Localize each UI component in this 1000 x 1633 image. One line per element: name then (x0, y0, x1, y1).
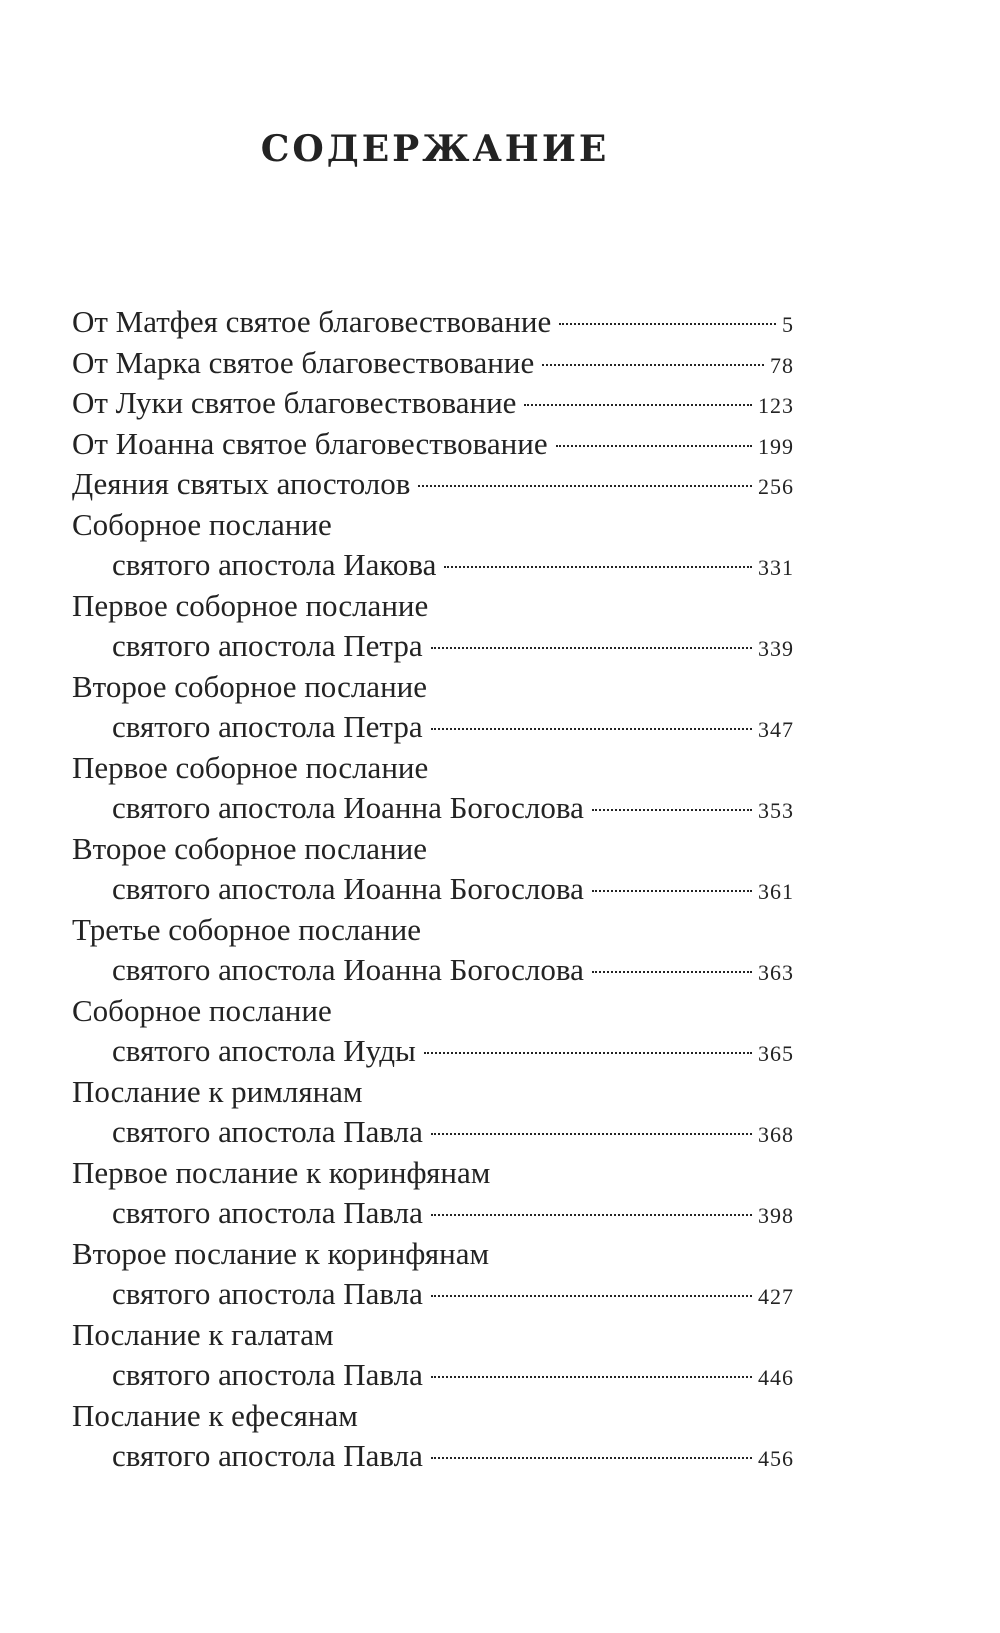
dot-leader (524, 404, 752, 406)
toc-entry-text: Послание к римлянам (72, 1073, 363, 1109)
toc-entry-heading (72, 1234, 794, 1275)
toc-entry (72, 788, 794, 829)
toc-entry-text: Второе соборное послание (72, 830, 428, 866)
dot-leader (431, 1295, 752, 1297)
toc-entry-text: святого апостола Петра (112, 628, 423, 663)
dot-leader (592, 971, 752, 973)
page-number: 456 (758, 1446, 794, 1471)
dot-leader (431, 728, 752, 730)
dot-leader (592, 809, 752, 811)
page-number: 361 (758, 879, 794, 904)
toc-entry (72, 1274, 794, 1315)
page-number: 353 (758, 798, 794, 823)
toc-entry (72, 950, 794, 991)
dot-leader (431, 1376, 752, 1378)
page-number: 363 (758, 960, 794, 985)
dot-leader (592, 890, 752, 892)
toc-entry (72, 302, 794, 343)
table-of-contents (72, 302, 794, 1477)
toc-entry (72, 383, 794, 424)
dot-leader (431, 1133, 752, 1135)
toc-entry (72, 343, 794, 384)
toc-entry-text: От Луки святое благовествование (72, 385, 517, 420)
toc-entry-heading (72, 586, 794, 627)
page-number: 331 (758, 555, 794, 580)
toc-entry-heading (72, 1396, 794, 1437)
page-number: 347 (758, 717, 794, 742)
toc-entry-text: святого апостола Иакова (112, 547, 437, 582)
toc-entry-text: Второе соборное послание (72, 668, 428, 704)
toc-entry (72, 424, 794, 465)
toc-entry-text: Соборное послание (72, 506, 332, 542)
toc-entry-text: От Марка святое благовествование (72, 344, 535, 380)
page-title: СОДЕРЖАНИЕ (260, 128, 610, 170)
toc-entry-text: святого апостола Петра (112, 709, 423, 744)
toc-entry (72, 1193, 794, 1234)
toc-entry-text: святого апостола Павла (112, 1195, 423, 1230)
toc-entry-text: От Матфея святое благовествование (72, 304, 552, 339)
toc-entry (72, 626, 794, 667)
toc-entry-text: От Иоанна святое благовествование (72, 425, 548, 461)
toc-entry (72, 869, 794, 910)
toc-entry-text: Третье соборное послание (72, 911, 422, 947)
dot-leader (542, 364, 764, 366)
page-number: 256 (758, 474, 794, 499)
toc-entry-text: святого апостола Иоанна Богослова (112, 790, 584, 825)
page-number: 427 (758, 1284, 794, 1309)
toc-entry-text: Первое соборное послание (72, 587, 429, 623)
toc-entry-heading (72, 748, 794, 789)
dot-leader (424, 1052, 752, 1054)
page-number: 365 (758, 1041, 794, 1066)
toc-entry-text: святого апостола Павла (112, 1114, 423, 1149)
page-number: 368 (758, 1122, 794, 1147)
toc-entry-heading (72, 991, 794, 1032)
toc-entry-text: Деяния святых апостолов (72, 466, 411, 501)
page-number: 339 (758, 636, 794, 661)
toc-entry (72, 1112, 794, 1153)
dot-leader (444, 566, 752, 568)
toc-entry (72, 707, 794, 748)
page-number: 123 (758, 393, 794, 418)
dot-leader (418, 485, 752, 487)
toc-entry-heading (72, 505, 794, 546)
toc-entry-text: святого апостола Иоанна Богослова (112, 871, 584, 906)
toc-entry (72, 464, 794, 505)
dot-leader (556, 445, 752, 447)
dot-leader (559, 323, 776, 325)
toc-entry-text: Послание к ефесянам (72, 1397, 358, 1433)
page-number: 5 (782, 312, 794, 337)
toc-entry-text: святого апостола Иоанна Богослова (112, 952, 584, 987)
toc-entry-text: святого апостола Павла (112, 1438, 423, 1473)
toc-entry-heading (72, 1315, 794, 1356)
toc-entry (72, 545, 794, 586)
page-number: 199 (758, 433, 794, 459)
toc-entry (72, 1436, 794, 1477)
dot-leader (431, 1214, 752, 1216)
toc-entry-heading (72, 1153, 794, 1194)
toc-entry-text: Послание к галатам (72, 1316, 334, 1352)
toc-entry (72, 1355, 794, 1396)
toc-entry-heading (72, 829, 794, 870)
dot-leader (431, 647, 752, 649)
page-number: 78 (770, 352, 794, 378)
toc-entry-heading (72, 667, 794, 708)
dot-leader (431, 1457, 752, 1459)
toc-entry-heading (72, 910, 794, 951)
toc-entry-text: Соборное послание (72, 992, 332, 1028)
page-number: 398 (758, 1203, 794, 1228)
toc-entry-text: святого апостола Павла (112, 1276, 423, 1311)
toc-entry-text: Первое соборное послание (72, 749, 429, 785)
toc-entry (72, 1031, 794, 1072)
toc-entry-heading (72, 1072, 794, 1113)
toc-entry-text: Первое послание к коринфянам (72, 1154, 491, 1190)
toc-entry-text: святого апостола Павла (112, 1357, 423, 1392)
page-number: 446 (758, 1365, 794, 1390)
toc-entry-text: святого апостола Иуды (112, 1033, 416, 1068)
toc-entry-text: Второе послание к коринфянам (72, 1235, 490, 1271)
